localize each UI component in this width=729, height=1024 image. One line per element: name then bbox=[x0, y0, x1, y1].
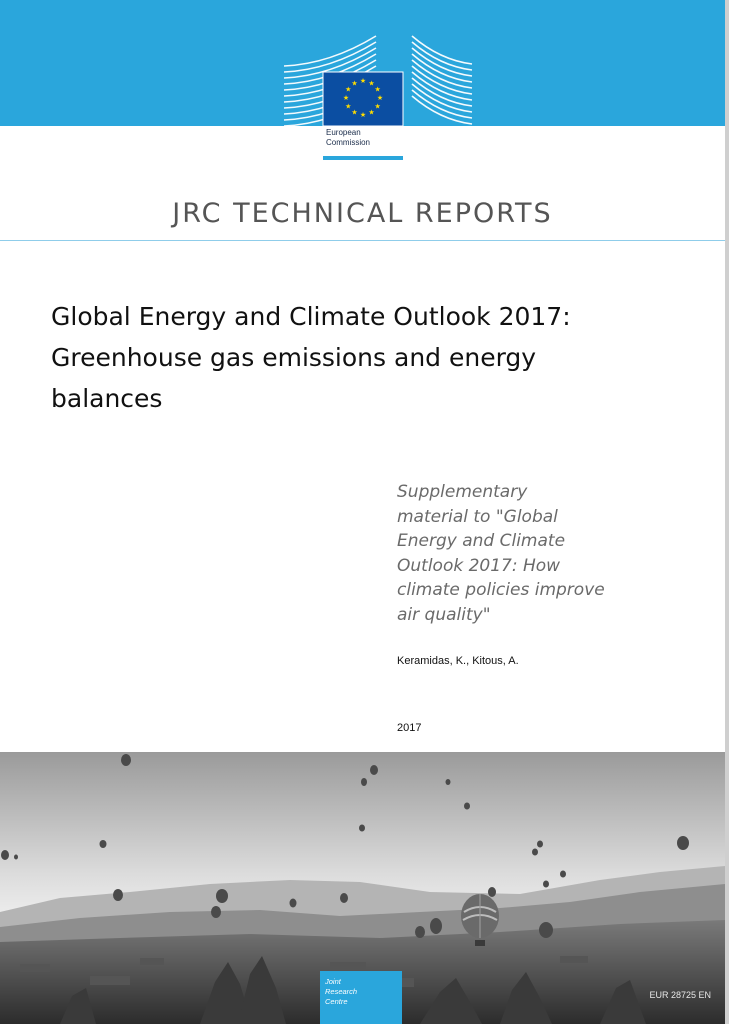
report-title bbox=[51, 296, 701, 419]
subtitle-line-4: Outlook 2017: How bbox=[397, 555, 561, 576]
eur-report-number: EUR 28725 EN bbox=[649, 990, 711, 1000]
svg-text:★: ★ bbox=[374, 85, 381, 94]
series-title: JRC TECHNICAL REPORTS bbox=[172, 198, 553, 229]
report-authors: Keramidas, K., Kitous, A. bbox=[397, 655, 519, 667]
svg-text:★: ★ bbox=[368, 79, 375, 88]
subtitle-line-3: Energy and Climate bbox=[397, 531, 566, 551]
subtitle-line-6: air quality" bbox=[397, 604, 491, 625]
title-line-3: balances bbox=[51, 384, 163, 413]
svg-text:★: ★ bbox=[376, 94, 384, 102]
jrc-line-1: Joint bbox=[325, 977, 341, 986]
jrc-line-2: Research bbox=[325, 987, 358, 996]
logo-underline bbox=[323, 156, 403, 160]
svg-text:★: ★ bbox=[359, 77, 367, 85]
title-line-2: Greenhouse gas emissions and energy bbox=[51, 343, 537, 372]
svg-text:★: ★ bbox=[351, 108, 358, 117]
jrc-wordmark bbox=[325, 977, 357, 1007]
logo-text-line1: European bbox=[326, 128, 361, 137]
svg-text:★: ★ bbox=[359, 111, 367, 119]
title-line-1: Global Energy and Climate Outlook 2017: bbox=[51, 302, 571, 331]
svg-text:★: ★ bbox=[374, 102, 381, 111]
jrc-logo-box bbox=[320, 971, 402, 1024]
logo-wordmark bbox=[326, 128, 416, 148]
page-edge-shadow bbox=[725, 0, 729, 1024]
svg-text:★: ★ bbox=[351, 79, 358, 88]
subtitle-line-5: climate policies improve bbox=[397, 580, 605, 600]
jrc-line-3: Centre bbox=[325, 997, 348, 1006]
svg-text:★: ★ bbox=[342, 94, 350, 102]
subtitle-line-2: material to "Global bbox=[397, 506, 558, 527]
svg-text:★: ★ bbox=[368, 108, 375, 117]
svg-text:★: ★ bbox=[345, 85, 352, 94]
report-year: 2017 bbox=[397, 722, 422, 734]
logo-text-line2: Commission bbox=[326, 138, 371, 147]
subtitle-line-1: Supplementary bbox=[397, 482, 528, 502]
svg-text:★: ★ bbox=[345, 102, 352, 111]
series-divider bbox=[0, 240, 725, 241]
report-subtitle bbox=[397, 480, 657, 627]
